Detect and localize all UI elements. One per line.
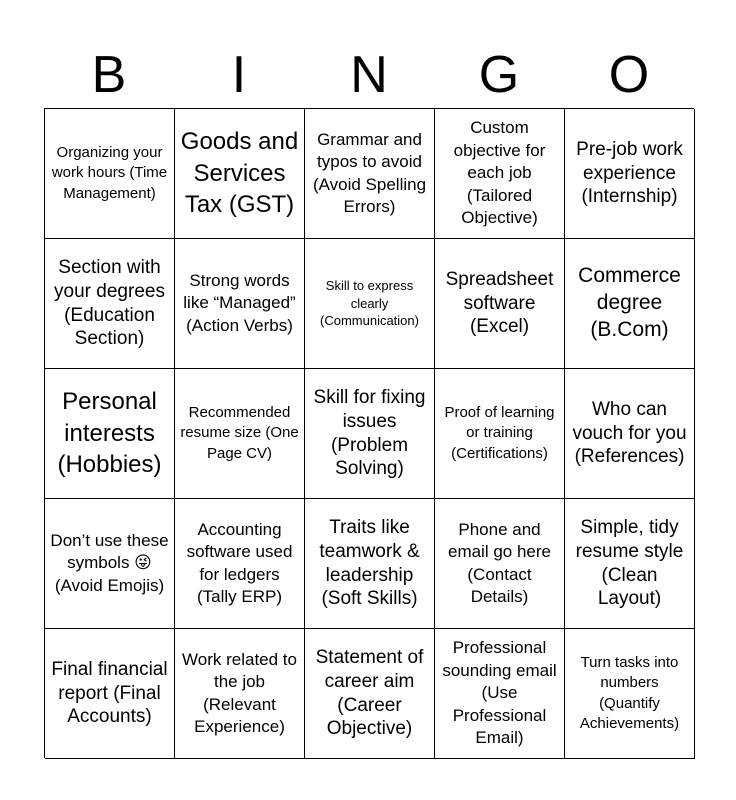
bingo-cell-n3[interactable] — [305, 369, 435, 499]
bingo-cell-b1[interactable] — [45, 109, 175, 239]
cell-text: Grammar and typos to avoid (Avoid Spelling Errors) — [312, 129, 427, 216]
cell-text: Recommended resume size (One Page CV) — [180, 404, 299, 462]
cell-text: Final financial report (Final Accounts) — [51, 659, 168, 728]
cell-text: Phone and email go here (Contact Details) — [447, 519, 551, 606]
bingo-cell-o1[interactable] — [565, 109, 695, 239]
cell-text: Don’t use these symbols 😜 (Avoid Emojis) — [50, 530, 169, 595]
bingo-cell-b2[interactable] — [45, 239, 175, 369]
header-letter-i: I — [231, 46, 247, 104]
cell-text: Skill for fixing issues (Problem Solving) — [313, 387, 426, 480]
cell-text: Strong words like “Managed” (Action Verbs) — [183, 270, 296, 335]
header-letter-g: G — [478, 46, 520, 104]
bingo-cell-n2[interactable] — [305, 239, 435, 369]
bingo-cell-o3[interactable] — [565, 369, 695, 499]
header-letter-b: B — [91, 46, 127, 104]
cell-text: Turn tasks into numbers (Quantify Achievements) — [579, 654, 680, 732]
bingo-cell-g1[interactable] — [435, 109, 565, 239]
bingo-cell-o5[interactable] — [565, 629, 695, 759]
cell-text: Spreadsheet software (Excel) — [445, 269, 554, 338]
cell-text: Statement of career aim (Career Objective) — [315, 647, 424, 740]
cell-text: Personal interests (Hobbies) — [57, 387, 162, 479]
cell-text: Proof of learning or training (Certifications) — [444, 404, 555, 462]
bingo-cell-o2[interactable] — [565, 239, 695, 369]
bingo-cell-g5[interactable] — [435, 629, 565, 759]
header-letter-n: N — [350, 46, 388, 104]
cell-text: Custom objective for each job (Tailored Objective) — [453, 118, 546, 228]
cell-text: Work related to the job (Relevant Experience) — [182, 649, 297, 736]
cell-text: Skill to express clearly (Communication) — [320, 277, 419, 329]
cell-text: Traits like teamwork & leadership (Soft Skills) — [319, 517, 420, 610]
cell-text: Goods and Services Tax (GST) — [180, 127, 299, 219]
cell-text: Who can vouch for you (References) — [572, 399, 687, 468]
bingo-cell-n4[interactable] — [305, 499, 435, 629]
cell-text: Professional sounding email (Use Professional Email) — [442, 638, 557, 748]
cell-text: Accounting software used for ledgers (Tally ERP) — [186, 519, 293, 606]
bingo-header — [44, 44, 694, 106]
cell-text: Pre-job work experience (Internship) — [576, 139, 683, 208]
bingo-cell-i3[interactable] — [175, 369, 305, 499]
bingo-cell-g4[interactable] — [435, 499, 565, 629]
bingo-cell-n1[interactable] — [305, 109, 435, 239]
bingo-cell-g3[interactable] — [435, 369, 565, 499]
bingo-cell-g2[interactable] — [435, 239, 565, 369]
bingo-cell-o4[interactable] — [565, 499, 695, 629]
cell-text: Organizing your work hours (Time Management) — [51, 144, 168, 202]
bingo-cell-b4[interactable] — [45, 499, 175, 629]
bingo-cell-i2[interactable] — [175, 239, 305, 369]
cell-text: Simple, tidy resume style (Clean Layout) — [575, 517, 684, 610]
bingo-cell-n5[interactable] — [305, 629, 435, 759]
bingo-cell-b5[interactable] — [45, 629, 175, 759]
cell-text: Section with your degrees (Education Section) — [54, 257, 165, 350]
bingo-cell-b3[interactable] — [45, 369, 175, 499]
bingo-board — [44, 108, 694, 758]
bingo-cell-i5[interactable] — [175, 629, 305, 759]
bingo-cell-i4[interactable] — [175, 499, 305, 629]
bingo-cell-i1[interactable] — [175, 109, 305, 239]
header-letter-o: O — [608, 46, 650, 104]
cell-text: Commerce degree (B.Com) — [578, 264, 681, 341]
